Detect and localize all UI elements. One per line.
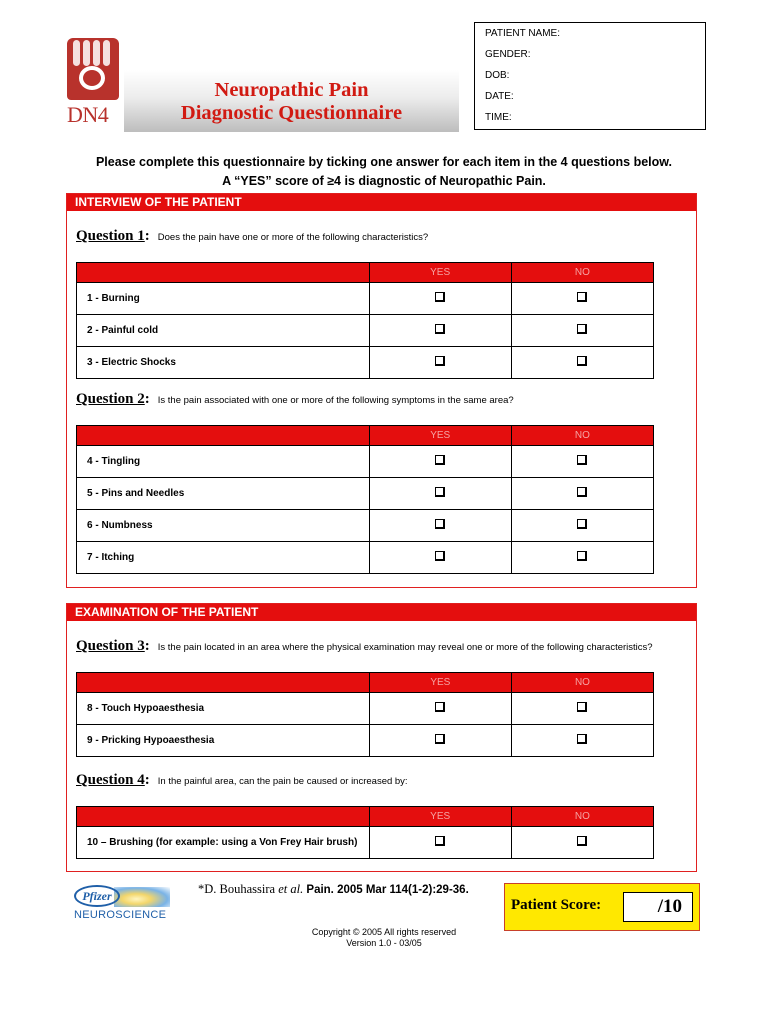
yes-checkbox[interactable] xyxy=(435,519,445,529)
question-1: Question 1: Does the pain have one or more of the following characteristics? xyxy=(76,228,429,244)
hand-logo-icon xyxy=(67,38,119,100)
table-row xyxy=(77,315,654,347)
yes-checkbox[interactable] xyxy=(435,702,445,712)
item-label: 2 - Painful cold xyxy=(77,315,370,347)
item-label: 10 – Brushing (for example: using a Von Frey Hair brush) xyxy=(77,827,370,859)
patient-score-box xyxy=(504,883,700,931)
section-examination-header: EXAMINATION OF THE PATIENT xyxy=(67,604,696,621)
pfizer-brand: Pfizer xyxy=(74,885,120,907)
no-checkbox[interactable] xyxy=(577,292,587,302)
table-header-row xyxy=(77,426,654,446)
no-column-header: NO xyxy=(511,673,653,693)
question-4-label: Question 4 xyxy=(76,772,145,788)
no-checkbox[interactable] xyxy=(577,324,587,334)
question-4-text: In the painful area, can the pain be caused or increased by: xyxy=(157,776,408,787)
item-label: 9 - Pricking Hypoaesthesia xyxy=(77,725,370,757)
item-label: 6 - Numbness xyxy=(77,510,370,542)
instructions xyxy=(0,153,768,191)
item-label: 1 - Burning xyxy=(77,283,370,315)
table-row xyxy=(77,347,654,379)
question-2-table xyxy=(76,425,654,574)
table-row xyxy=(77,283,654,315)
yes-checkbox[interactable] xyxy=(435,734,445,744)
instructions-line-2: A “YES” score of ≥4 is diagnostic of Neuropathic Pain. xyxy=(222,174,546,188)
patient-score-field[interactable]: /10 xyxy=(623,892,693,922)
yes-column-header: YES xyxy=(369,426,511,446)
yes-column-header: YES xyxy=(369,263,511,283)
pfizer-division: NEUROSCIENCE xyxy=(74,909,167,921)
page-title xyxy=(124,79,459,125)
item-label: 3 - Electric Shocks xyxy=(77,347,370,379)
no-column-header: NO xyxy=(511,807,653,827)
table-row xyxy=(77,510,654,542)
yes-checkbox[interactable] xyxy=(435,487,445,497)
citation-author: *D. Bouhassira xyxy=(198,882,279,896)
no-checkbox[interactable] xyxy=(577,487,587,497)
section-interview-header: INTERVIEW OF THE PATIENT xyxy=(67,194,696,211)
question-3-label: Question 3 xyxy=(76,638,145,654)
date-field[interactable]: DATE: xyxy=(485,91,514,102)
time-field[interactable]: TIME: xyxy=(485,112,512,123)
table-header-row xyxy=(77,673,654,693)
yes-checkbox[interactable] xyxy=(435,455,445,465)
table-header-row xyxy=(77,807,654,827)
dn4-logo xyxy=(67,38,123,126)
pfizer-neuroscience-logo xyxy=(74,885,176,929)
table-row xyxy=(77,827,654,859)
question-2-text: Is the pain associated with one or more of the following symptoms in the same area? xyxy=(157,395,514,406)
copyright-text: Copyright © 2005 All rights reserved xyxy=(311,927,457,937)
no-checkbox[interactable] xyxy=(577,836,587,846)
title-line-2: Diagnostic Questionnaire xyxy=(180,102,403,124)
no-checkbox[interactable] xyxy=(577,702,587,712)
gender-field[interactable]: GENDER: xyxy=(485,49,531,60)
question-4: Question 4: In the painful area, can the pain be caused or increased by: xyxy=(76,772,408,788)
table-row xyxy=(77,446,654,478)
question-4-table xyxy=(76,806,654,859)
no-checkbox[interactable] xyxy=(577,455,587,465)
patient-name-field[interactable]: PATIENT NAME: xyxy=(485,28,561,39)
citation xyxy=(198,882,469,897)
table-header-row xyxy=(77,263,654,283)
no-column-header: NO xyxy=(511,426,653,446)
question-2: Question 2: Is the pain associated with one or more of the following symptoms in the same area? xyxy=(76,391,514,407)
no-checkbox[interactable] xyxy=(577,551,587,561)
patient-info-box xyxy=(474,22,706,130)
yes-column-header: YES xyxy=(369,673,511,693)
question-3: Question 3: Is the pain located in an area where the physical examination may reveal one or more of the following characteristics? xyxy=(76,638,653,654)
dob-field[interactable]: DOB: xyxy=(485,70,510,81)
item-label: 5 - Pins and Needles xyxy=(77,478,370,510)
citation-ref: Pain. 2005 Mar 114(1-2):29-36. xyxy=(303,884,469,896)
yes-checkbox[interactable] xyxy=(435,836,445,846)
logo-text: DN4 xyxy=(67,102,109,127)
no-checkbox[interactable] xyxy=(577,519,587,529)
question-1-table xyxy=(76,262,654,379)
instructions-line-1: Please complete this questionnaire by ticking one answer for each item in the 4 questions below. xyxy=(95,155,673,169)
question-1-label: Question 1 xyxy=(76,228,145,244)
no-column-header: NO xyxy=(511,263,653,283)
table-row xyxy=(77,693,654,725)
no-checkbox[interactable] xyxy=(577,356,587,366)
question-3-table xyxy=(76,672,654,757)
yes-checkbox[interactable] xyxy=(435,324,445,334)
no-checkbox[interactable] xyxy=(577,734,587,744)
table-row xyxy=(77,478,654,510)
sunburst-icon xyxy=(114,887,170,907)
yes-column-header: YES xyxy=(369,807,511,827)
item-label: 4 - Tingling xyxy=(77,446,370,478)
citation-etal: et al. xyxy=(278,882,304,896)
item-label: 7 - Itching xyxy=(77,542,370,574)
yes-checkbox[interactable] xyxy=(435,356,445,366)
question-1-text: Does the pain have one or more of the following characteristics? xyxy=(157,232,429,243)
yes-checkbox[interactable] xyxy=(435,551,445,561)
yes-checkbox[interactable] xyxy=(435,292,445,302)
patient-score-label: Patient Score: xyxy=(511,897,602,913)
question-2-label: Question 2 xyxy=(76,391,145,407)
table-row xyxy=(77,542,654,574)
question-3-text: Is the pain located in an area where the physical examination may reveal one or more of the following characteristics? xyxy=(157,642,653,653)
table-row xyxy=(77,725,654,757)
item-label: 8 - Touch Hypoaesthesia xyxy=(77,693,370,725)
title-line-1: Neuropathic Pain xyxy=(214,79,369,101)
version-text: Version 1.0 - 03/05 xyxy=(346,938,422,948)
